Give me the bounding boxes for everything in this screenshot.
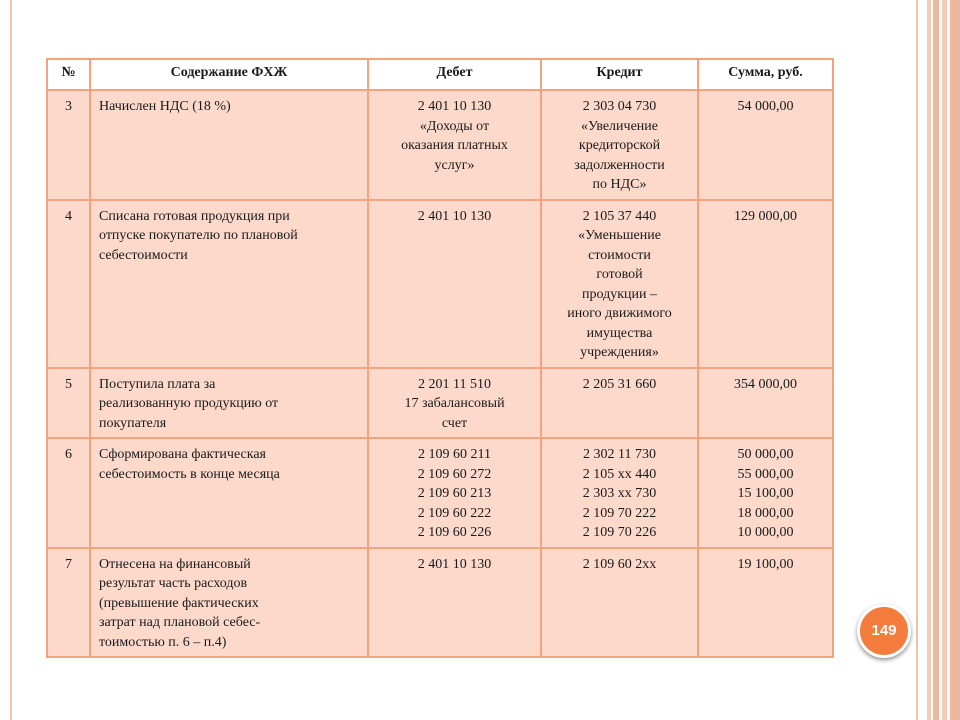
table-row	[47, 548, 833, 658]
cell-credit-line: «Увеличение	[580, 118, 658, 134]
table-body	[47, 90, 833, 657]
cell-debit	[368, 90, 541, 200]
cell-credit-line: 2 105 хх 440	[582, 466, 657, 482]
cell-credit-line: учреждения»	[580, 345, 659, 360]
cell-content-line: затрат над плановой себес-	[99, 615, 261, 630]
cell-credit	[541, 368, 698, 439]
cell-credit-line: 2 109 70 226	[582, 525, 657, 540]
cell-debit-line: 2 401 10 130	[417, 208, 492, 224]
cell-debit-line: 2 401 10 130	[417, 99, 492, 114]
cell-content-line: Сформирована фактическая	[99, 447, 266, 462]
cell-content-line: Отнесена на финансовый	[99, 556, 251, 572]
cell-debit-line: 17 забалансовый	[404, 396, 505, 411]
transactions-table	[46, 58, 834, 658]
cell-content-line: покупателя	[99, 415, 167, 431]
table-header-row	[47, 59, 833, 90]
cell-credit	[541, 200, 698, 368]
cell-debit	[368, 438, 541, 548]
cell-content-line: себестоимость в конце месяца	[99, 466, 280, 482]
table-row	[47, 368, 833, 439]
table-row	[47, 90, 833, 200]
cell-debit-line: услуг»	[434, 157, 475, 173]
cell-debit-line: 2 109 60 213	[417, 486, 492, 501]
cell-sum-line: 15 100,00	[737, 486, 794, 501]
cell-sum-line: 54 000,00	[737, 99, 794, 114]
right-decoration-stripes	[918, 0, 960, 720]
cell-debit-line: оказания платных	[401, 138, 508, 153]
cell-debit	[368, 548, 541, 658]
cell-credit	[541, 548, 698, 658]
cell-credit-line: продукции –	[582, 286, 657, 302]
cell-sum-line: 19 100,00	[737, 556, 794, 572]
page-number-badge: 149	[857, 604, 911, 658]
cell-credit-line: 2 303 04 730	[582, 99, 657, 114]
cell-sum-line: 50 000,00	[737, 447, 794, 462]
cell-credit-line: 2 302 11 730	[583, 447, 656, 462]
cell-sum-line: 129 000,00	[734, 208, 797, 224]
cell-content	[90, 438, 368, 548]
cell-num: 3	[47, 90, 90, 200]
cell-sum	[698, 90, 833, 200]
cell-debit-line: 2 401 10 130	[417, 556, 492, 572]
cell-credit-line: готовой	[596, 267, 643, 282]
cell-sum	[698, 200, 833, 368]
cell-credit-line: 2 303 хх 730	[582, 486, 657, 501]
cell-content-line: (превышение фактических	[99, 595, 259, 611]
header-credit: Кредит	[541, 59, 698, 90]
cell-credit	[541, 90, 698, 200]
table-row	[47, 438, 833, 548]
header-sum: Сумма, руб.	[698, 59, 833, 90]
header-debit: Дебет	[368, 59, 541, 90]
cell-content	[90, 200, 368, 368]
cell-num: 4	[47, 200, 90, 368]
cell-credit-line: 2 105 37 440	[582, 208, 657, 224]
cell-content-line: Поступила плата за	[99, 376, 216, 392]
cell-content-line: реализованную продукцию от	[99, 396, 279, 411]
cell-content-line: результат часть расходов	[99, 576, 248, 591]
cell-sum	[698, 548, 833, 658]
cell-num: 6	[47, 438, 90, 548]
header-content: Содержание ФХЖ	[90, 59, 368, 90]
cell-credit-line: имущества	[586, 325, 653, 341]
cell-credit-line: задолженности	[574, 157, 665, 173]
cell-credit-line: иного движимого	[567, 306, 672, 321]
cell-credit-line: по НДС»	[592, 177, 647, 192]
header-num: №	[47, 59, 90, 90]
cell-sum-line: 55 000,00	[737, 466, 794, 482]
cell-num: 7	[47, 548, 90, 658]
cell-content-line: себестоимости	[99, 247, 188, 263]
cell-credit	[541, 438, 698, 548]
cell-debit-line: 2 109 60 226	[417, 525, 492, 540]
cell-sum-line: 18 000,00	[737, 505, 794, 521]
cell-content-line: Начислен НДС (18 %)	[99, 99, 231, 114]
cell-debit	[368, 200, 541, 368]
cell-debit-line: 2 201 11 510	[418, 376, 491, 392]
cell-sum-line: 10 000,00	[737, 525, 794, 540]
cell-content	[90, 90, 368, 200]
cell-debit	[368, 368, 541, 439]
cell-debit-line: счет	[441, 415, 468, 431]
cell-debit-line: «Доходы от	[419, 118, 490, 134]
cell-num: 5	[47, 368, 90, 439]
cell-content	[90, 548, 368, 658]
cell-credit-line: 2 109 60 2хх	[582, 556, 657, 572]
cell-credit-line: 2 109 70 222	[582, 505, 657, 521]
cell-credit-line: кредиторской	[578, 138, 661, 153]
cell-content	[90, 368, 368, 439]
cell-sum	[698, 368, 833, 439]
cell-credit-line: стоимости	[588, 247, 651, 263]
cell-credit-line: «Уменьшение	[578, 228, 661, 243]
cell-debit-line: 2 109 60 222	[417, 505, 492, 521]
table-row	[47, 200, 833, 368]
cell-sum-line: 354 000,00	[734, 376, 797, 392]
cell-credit-line: 2 205 31 660	[582, 376, 657, 392]
cell-debit-line: 2 109 60 211	[418, 447, 491, 462]
cell-content-line: тоимостью п. 6 – п.4)	[99, 634, 227, 650]
cell-content-line: Списана готовая продукция при	[99, 208, 290, 224]
cell-sum	[698, 438, 833, 548]
cell-debit-line: 2 109 60 272	[417, 466, 492, 482]
cell-content-line: отпуске покупателю по плановой	[99, 228, 298, 243]
